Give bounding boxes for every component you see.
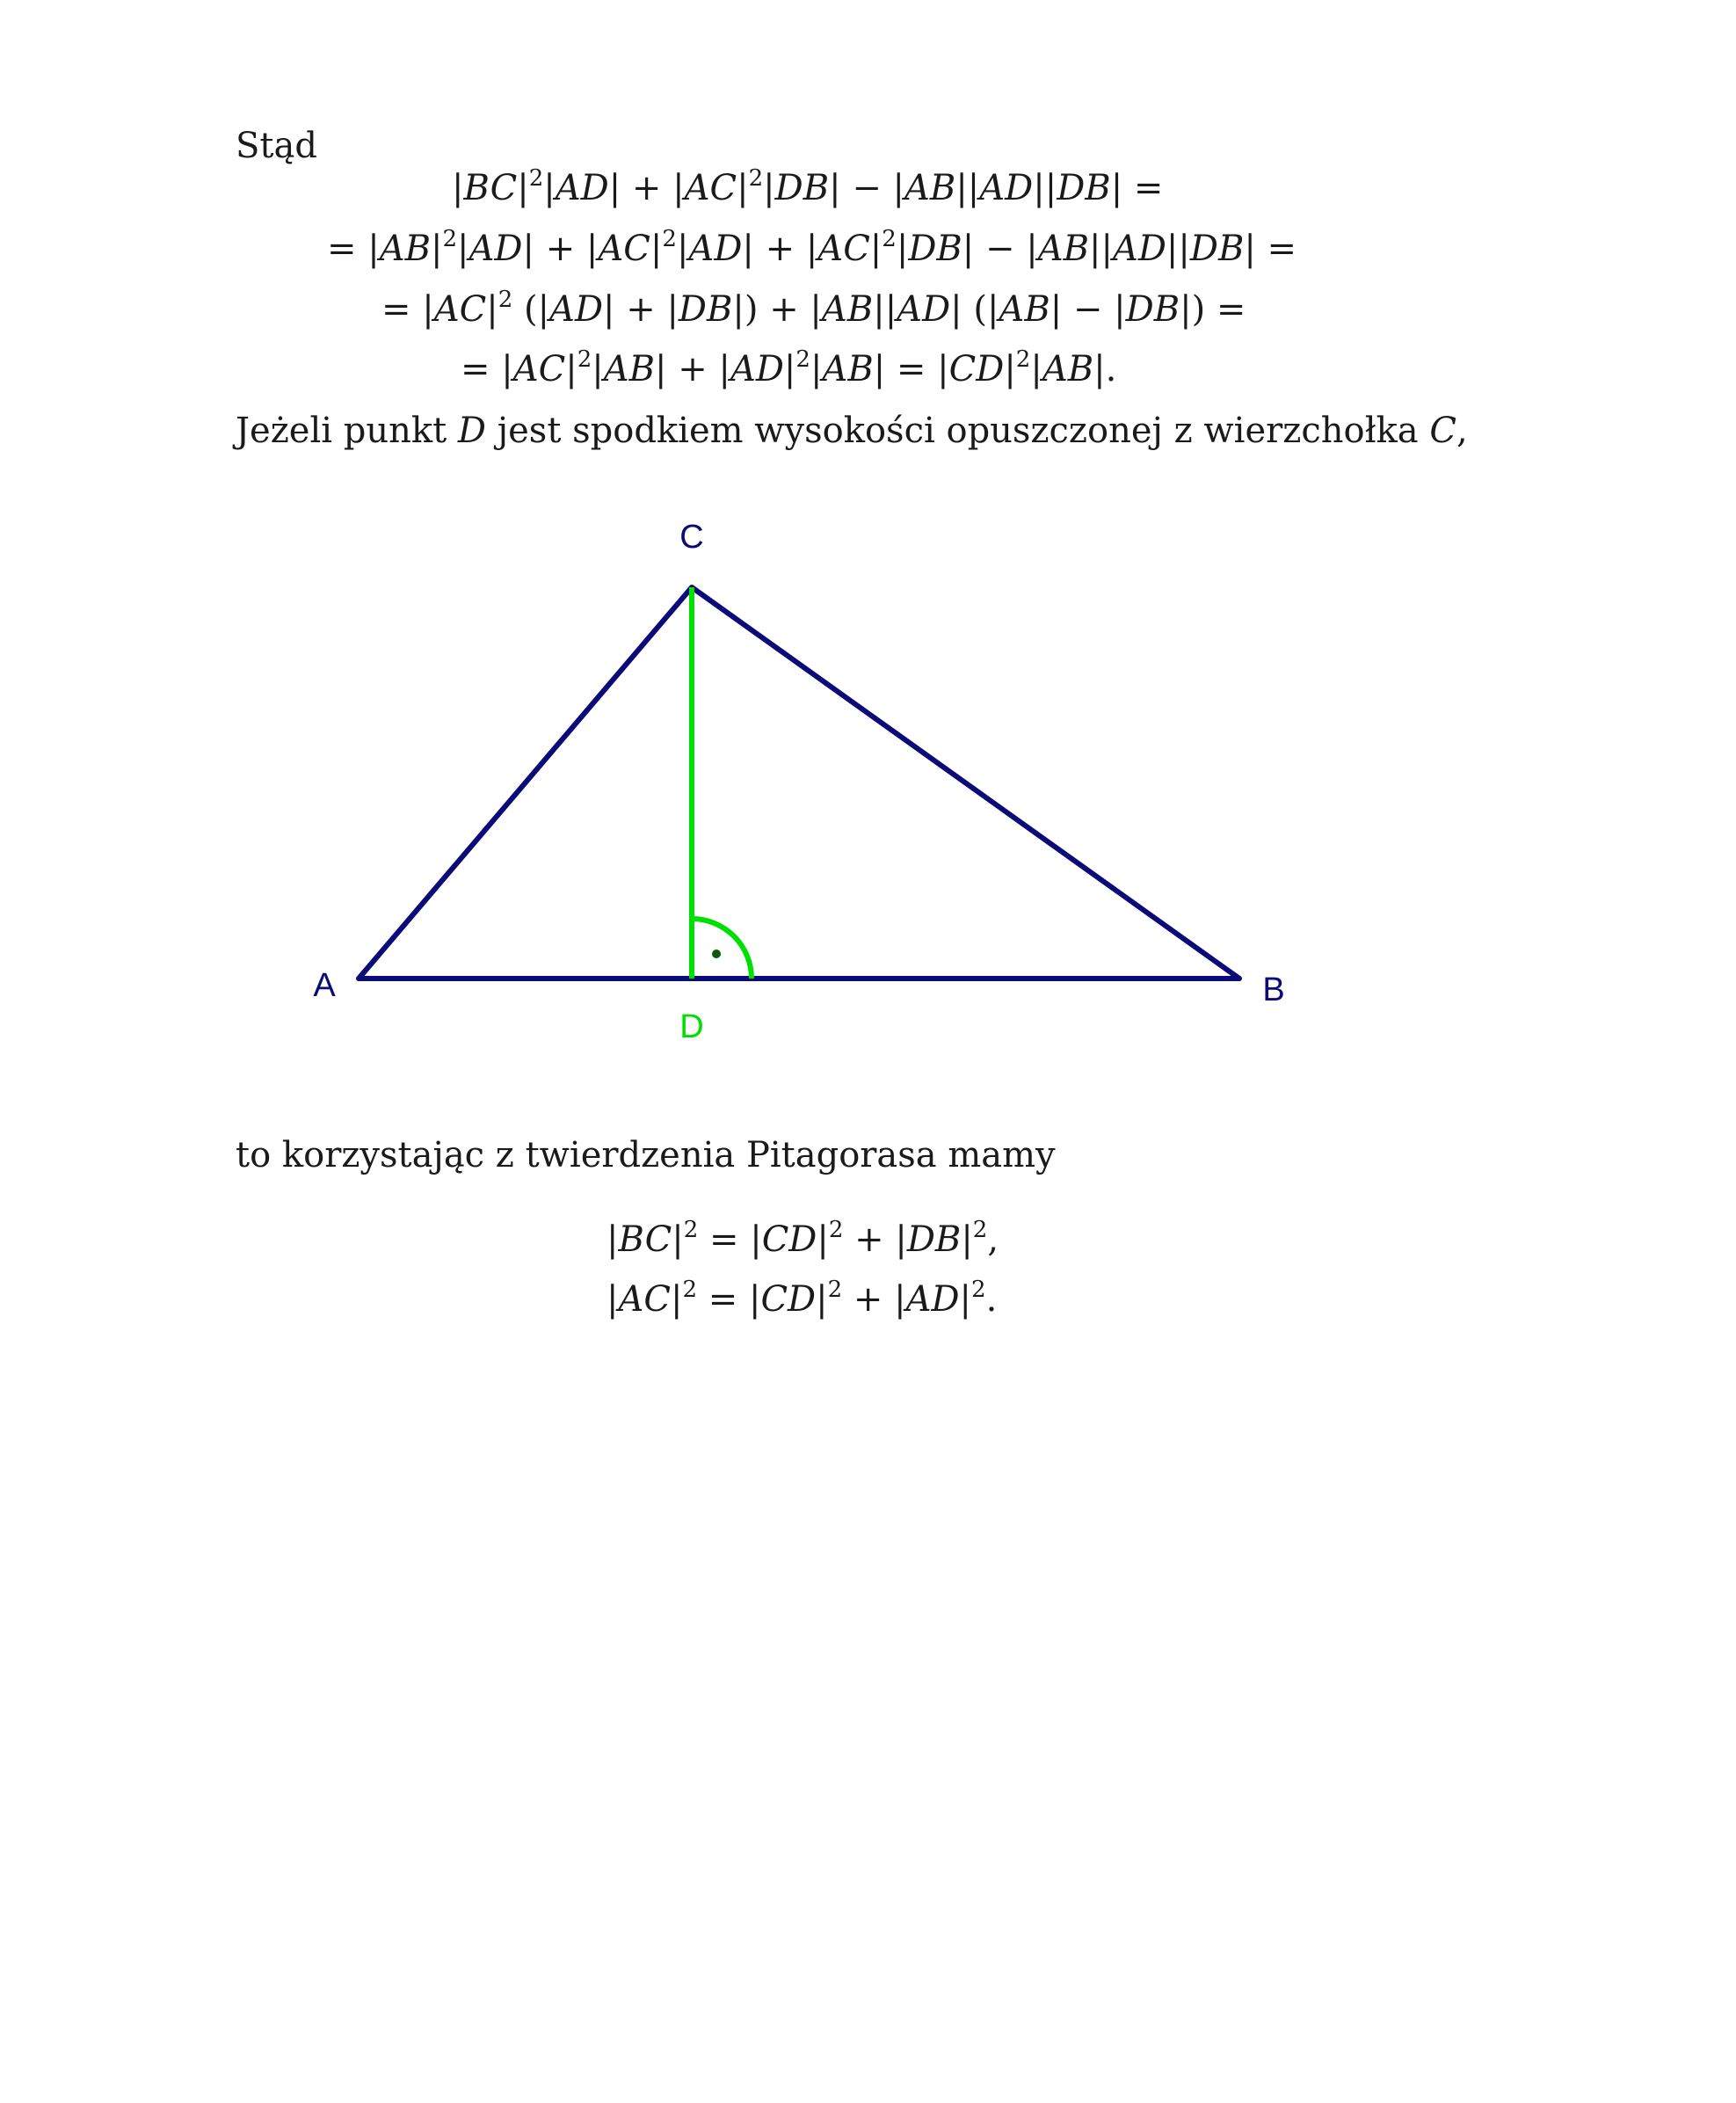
vertex-label-d: D: [679, 1008, 704, 1045]
derivation-line-3: = $|AC|^2$ (|AD| + |DB|) + |AB||AD| (|AB| − |DB|) =: [381, 287, 1246, 330]
right-angle-dot: [712, 950, 721, 958]
condition-vertex: C: [1429, 411, 1456, 451]
condition-sentence: [236, 411, 1468, 451]
vertex-label-a: A: [313, 967, 336, 1004]
intro-word: Stąd: [236, 126, 317, 166]
vertex-label-b: B: [1262, 971, 1285, 1008]
condition-prefix: Jeżeli punkt: [236, 411, 447, 451]
condition-end: ,: [1456, 411, 1468, 451]
vertex-label-c: C: [679, 519, 704, 556]
derivation-line-4: = $|AC|^2|AB| + |AD|^2|AB| = |CD|^2|AB|$.: [461, 346, 1117, 389]
triangle-abc: [359, 587, 1239, 979]
pythagoras-line-1: $|BC|^2 = |CD|^2 + |DB|^2$,: [607, 1217, 999, 1260]
condition-point: D: [457, 411, 486, 451]
derivation-line-2: = $|AB|^2|AD| + |AC|^2|AD| + |AC|^2|DB| - |AB||AD||DB|$ =: [327, 226, 1297, 269]
pythagoras-intro: to korzystając z twierdzenia Pitagorasa mamy: [236, 1135, 1056, 1175]
right-angle-arc: [692, 919, 752, 979]
triangle-figure: [0, 492, 1736, 1073]
condition-middle: jest spodkiem wysokości opuszczonej z wierzchołka: [497, 411, 1419, 451]
pythagoras-line-2: $|AC|^2 = |CD|^2 + |AD|^2$.: [607, 1277, 998, 1320]
derivation-line-1: $|BC|^2|AD| + |AC|^2|DB| - |AB||AD||DB|$ =: [452, 165, 1164, 208]
